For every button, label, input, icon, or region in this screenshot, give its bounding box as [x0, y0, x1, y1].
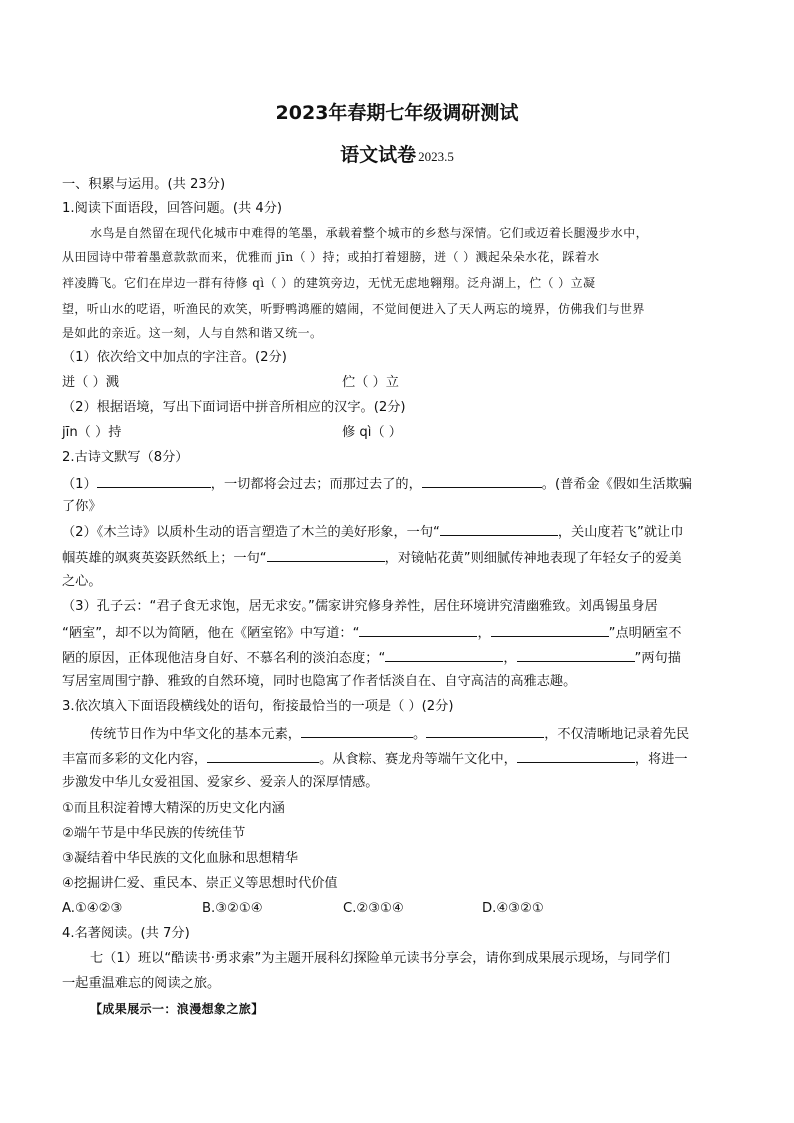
section1-heading: 一、积累与运用。(共 23分) [62, 177, 226, 192]
q3-item: ④挖掘讲仁爱、重民本、崇正义等思想时代价值 [62, 876, 338, 891]
q3-item: ①而且积淀着博大精深的历史文化内涵 [62, 801, 285, 816]
exam-date: 2023.5 [418, 149, 454, 164]
q3-paragraph-line [62, 747, 732, 769]
fill-blank[interactable] [491, 621, 609, 637]
fill-blank[interactable] [422, 472, 542, 488]
option-a[interactable]: A.①④②③ [62, 901, 123, 916]
q3-paragraph-line [62, 722, 760, 744]
fill-blank[interactable] [207, 747, 319, 763]
fill-blank[interactable] [301, 722, 413, 738]
q3-text: ，不仅清晰地记录着先民 [544, 727, 690, 742]
fill-blank[interactable] [440, 520, 558, 536]
q3-item: ②端午节是中华民族的传统佳节 [62, 826, 246, 841]
q2-line [62, 520, 732, 542]
q1-passage-line: 是如此的亲近。这一刻，人与自然和谐又统一。 [62, 326, 323, 340]
fill-blank[interactable] [359, 621, 477, 637]
q3-text: 丰富而多彩的文化内容， [62, 752, 208, 767]
q1-sub2: （2）根据语境，写出下面词语中拼音所相应的汉字。(2分) [62, 400, 406, 415]
q1-passage-line: 望，听山水的呓语，听渔民的欢笑，听野鸭鸿雁的嬉闹，不觉间便进入了天人两忘的境界，仿佛我们与世界 [62, 302, 645, 316]
q2-text: ”两句描 [634, 651, 681, 666]
q3-heading: 3.依次填入下面语段横线处的语句，衔接最恰当的一项是（ ）(2分) [62, 699, 454, 714]
q1-sub1: （1）依次给文中加点的字注音。(2分) [62, 350, 287, 365]
q4-paragraph-line: 一起重温难忘的阅读之旅。 [62, 976, 221, 991]
exam-subtitle [0, 140, 794, 167]
fill-blank[interactable] [385, 646, 503, 662]
q1-sub2-answers [62, 422, 732, 444]
q1-heading: 1.阅读下面语段，回答问题。(共 4分) [62, 201, 283, 216]
q1-passage-line: 从田园诗中带着墨意款款而来，优雅而 jīn（ ）持；或拍打着翅膀，迸（ ）溅起朵朵水花，踩着水 [62, 250, 600, 264]
q2-text: ， [503, 651, 517, 666]
fill-blank[interactable] [517, 646, 635, 662]
exam-title: 2023年春期七年级调研测试 [275, 102, 519, 124]
answer-blank-beng[interactable]: 迸（ ）溅 [62, 375, 119, 390]
answer-blank-jin[interactable]: jīn（ ）持 [62, 425, 122, 440]
q2-heading: 2.古诗文默写（8分） [62, 450, 189, 465]
fill-blank[interactable] [426, 722, 544, 738]
q1-passage-line: 水鸟是自然留在现代化城市中难得的笔墨，承载着整个城市的乡愁与深情。它们或迈着长腿漫步水中， [90, 226, 649, 240]
q2-label: （1） [62, 477, 97, 492]
q2-line: 写居室周围宁静、雅致的自然环境，同时也隐寓了作者恬淡自在、自守高洁的高雅志趣。 [62, 674, 577, 689]
q2-line: 了你》 [62, 499, 102, 514]
q2-line [62, 546, 732, 568]
subject-title: 语文试卷 [340, 144, 417, 166]
option-d[interactable]: D.④③②① [482, 901, 544, 916]
showcase-heading: 【成果展示一：浪漫想象之旅】 [90, 1002, 264, 1016]
q4-heading: 4.名著阅读。(共 7分) [62, 926, 190, 941]
q3-text: ，将进一 [634, 752, 688, 767]
q2-text: ， [477, 626, 491, 641]
answer-blank-qi[interactable]: 修 qì（ ） [342, 425, 402, 440]
q2-text: ，一切都将会过去；而那过去了的， [210, 477, 422, 492]
q2-line: 之心。 [62, 574, 102, 589]
q2-text: 陋的原因，正体现他洁身自好、不慕名利的淡泊态度；“ [62, 651, 386, 666]
q2-text: 帼英雄的飒爽英姿跃然纸上；一句“ [62, 551, 267, 566]
fill-blank[interactable] [517, 747, 635, 763]
option-c[interactable]: C.②③①④ [343, 901, 404, 916]
q2-text: ，关山度若飞”就让巾 [557, 525, 684, 540]
q2-line [62, 621, 732, 643]
q2-line [62, 472, 732, 494]
q3-item: ③凝结着中华民族的文化血脉和思想精华 [62, 851, 299, 866]
q2-line [62, 646, 732, 668]
q4-paragraph-line: 七（1）班以“酷读书·勇求索”为主题开展科幻探险单元读书分享会，请你到成果展示现场，与同学们 [90, 951, 671, 966]
q2-text: “陋室”，却不以为简陋，他在《陋室铭》中写道：“ [62, 626, 360, 641]
q3-text: 。 [413, 727, 427, 742]
q2-text: 。(普希金《假如生活欺骗 [541, 477, 692, 492]
option-b[interactable]: B.③②①④ [202, 901, 263, 916]
q2-text: （2）《木兰诗》以质朴生动的语言塑造了木兰的美好形象，一句“ [62, 525, 440, 540]
q3-paragraph-line: 步激发中华儿女爱祖国、爱家乡、爱亲人的深厚情感。 [62, 775, 379, 790]
q2-text: ”点明陋室不 [608, 626, 682, 641]
q2-line: （3）孔子云：“君子食无求饱，居无求安。”儒家讲究修身养性，居住环境讲究清幽雅致。刘禹锡虽身居 [62, 599, 658, 614]
q3-text: 。从食粽、赛龙舟等端午文化中， [319, 752, 517, 767]
answer-blank-zhu[interactable]: 伫（ ）立 [342, 375, 399, 390]
fill-blank[interactable] [97, 472, 211, 488]
q1-sub1-answers [62, 372, 732, 394]
q3-options [62, 898, 732, 920]
q3-text: 传统节日作为中华文化的基本元素， [90, 727, 301, 742]
q2-text: ，对镜帖花黄”则细腻传神地表现了年轻女子的爱美 [384, 551, 682, 566]
fill-blank[interactable] [267, 546, 385, 562]
q1-passage-line: 袢凌腾飞。它们在岸边一群有待修 qì（ ）的建筑旁边，无忧无虑地翱翔。泛舟湖上，伫（ ）立凝 [62, 276, 596, 290]
